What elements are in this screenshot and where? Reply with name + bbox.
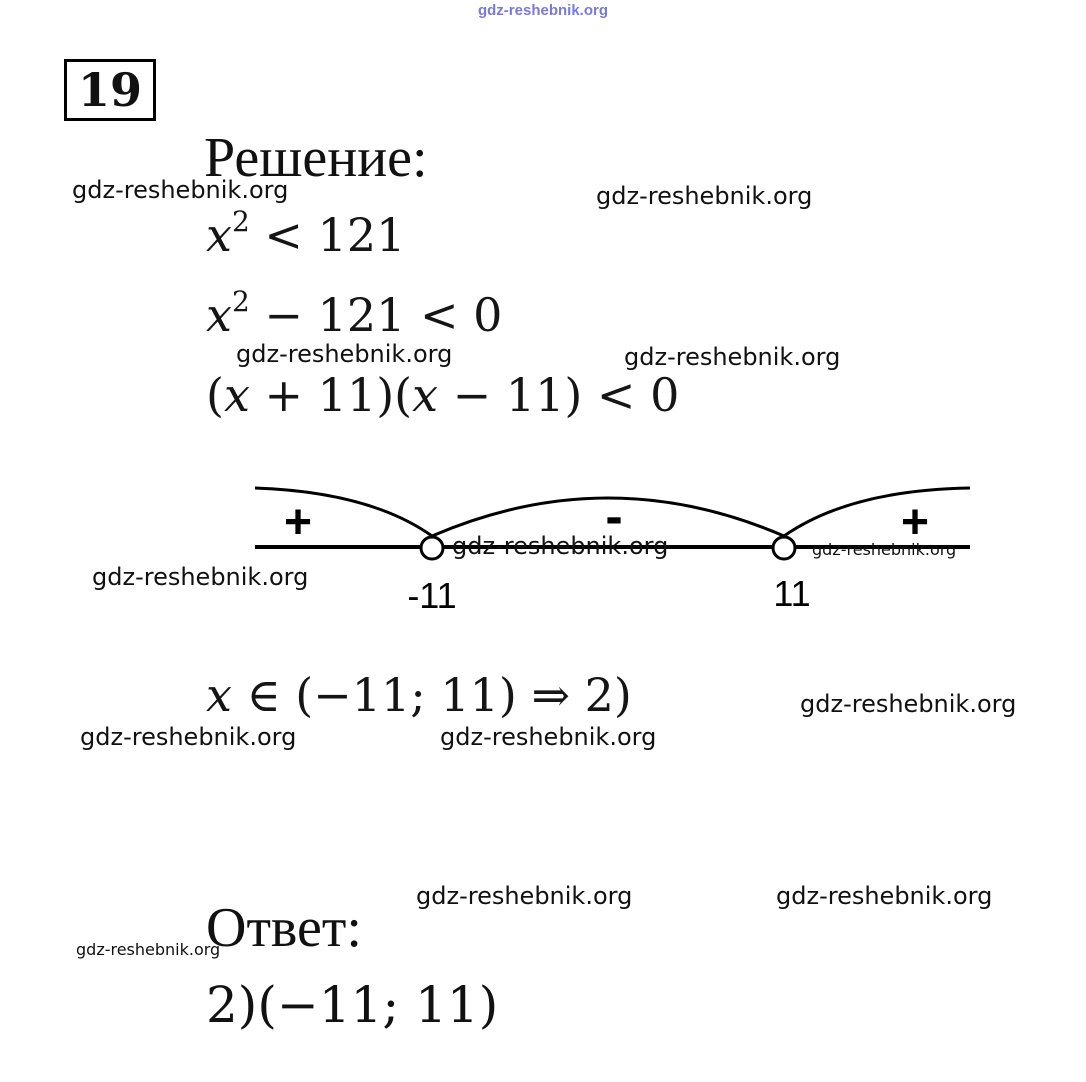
step-rest: < 121 [249,208,406,262]
watermark: gdz-reshebnik.org [596,182,813,210]
exponent: 2 [231,205,250,238]
watermark: gdz-reshebnik.org [776,882,993,910]
watermark: gdz-reshebnik.org [452,532,669,560]
watermark: gdz-reshebnik.org [80,723,297,751]
watermark: gdz-reshebnik.org [800,690,1017,718]
step-factored: (𝑥 + 11)(𝑥 − 11) < 0 [206,368,680,422]
watermark: gdz-reshebnik.org [72,176,289,204]
watermark: gdz-reshebnik.org [440,723,657,751]
step-rest: − 121 < 0 [249,288,503,342]
open-point-11 [773,537,795,559]
sign-middle: - [605,488,623,546]
sign-left: + [283,496,313,549]
watermark: gdz-reshebnik.org [76,940,221,959]
point-label-11: 11 [773,573,811,614]
variable-x: x [206,208,232,262]
watermark: gdz-reshebnik.org [812,540,957,559]
answer-value: 2)(−11; 11) [206,976,499,1034]
point-label-minus-11: -11 [407,575,457,616]
step-inequality-2 [206,285,503,342]
watermark: gdz-reshebnik.org [416,882,633,910]
answer-heading: Ответ: [206,897,362,959]
sign-arc-left [255,488,432,536]
variable-x: x [206,288,232,342]
watermark: gdz-reshebnik.org [92,563,309,591]
sign-arc-right [784,488,970,536]
exponent: 2 [231,285,250,318]
watermark: gdz-reshebnik.org [624,343,841,371]
problem-number-box: 19 [64,59,156,121]
watermark: gdz-reshebnik.org [236,340,453,368]
top-watermark: gdz-reshebnik.org [477,2,608,19]
solution-heading: Решение: [204,127,428,189]
sign-right: + [900,496,930,549]
result-line: 𝑥 ∈ (−11; 11) ⇒ 2) [206,668,632,722]
open-point-minus-11 [421,537,443,559]
step-inequality-1 [206,205,406,262]
